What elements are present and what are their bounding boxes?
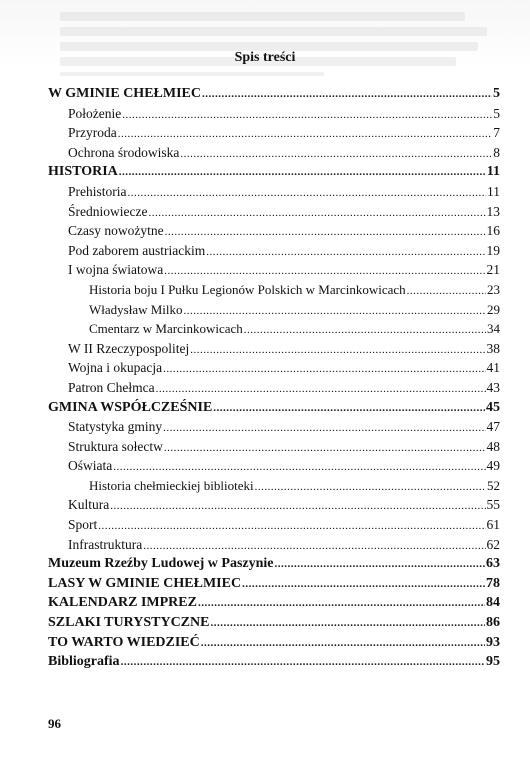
toc-entry-page: 62 — [486, 536, 500, 552]
toc-subsection-entry — [48, 456, 500, 476]
page-number: 96 — [48, 716, 61, 731]
dot-leader — [180, 145, 492, 165]
toc-subsection-entry — [48, 339, 500, 359]
toc-entry-title: TO WARTO WIEDZIEĆ — [48, 634, 200, 650]
toc-entry-page: 29 — [487, 301, 500, 317]
toc-entry-page: 86 — [486, 615, 500, 631]
toc-entry-page: 49 — [486, 458, 500, 474]
toc-entry-title: GMINA WSPÓŁCZEŚNIE — [48, 399, 213, 415]
dot-leader — [164, 439, 486, 459]
dot-leader — [242, 575, 485, 595]
toc-entry-title: Muzeum Rzeźby Ludowej w Paszynie — [48, 556, 274, 572]
toc-entry-page: 55 — [486, 497, 500, 513]
toc-entry-title: Czasy nowożytne — [68, 223, 164, 239]
dot-leader — [275, 555, 485, 575]
toc-entry-page: 21 — [486, 262, 500, 278]
toc-entry-page: 38 — [486, 340, 500, 356]
toc-entry-page: 16 — [486, 223, 500, 239]
dot-leader — [163, 360, 485, 380]
toc-section-entry — [48, 593, 500, 613]
toc-entry-title: Historia chełmieckiej biblioteki — [89, 477, 254, 493]
toc-entry-page: 45 — [486, 399, 500, 415]
toc-entry-page: 8 — [493, 144, 500, 160]
toc-entry-title: Kultura — [68, 497, 110, 513]
toc-subsection-entry — [48, 515, 500, 535]
dot-leader — [213, 399, 485, 419]
dot-leader — [165, 223, 486, 243]
toc-entry-page: 52 — [487, 477, 500, 493]
toc-subsubsection-entry — [48, 300, 500, 320]
toc-subsection-entry — [48, 495, 500, 515]
toc-subsection-entry — [48, 241, 500, 261]
toc-subsection-entry — [48, 417, 500, 437]
toc-entry-title: LASY W GMINIE CHEŁMIEC — [48, 575, 242, 591]
dot-leader — [206, 243, 485, 263]
toc-subsubsection-entry — [48, 319, 500, 339]
toc-entry-title: HISTORIA — [48, 164, 118, 180]
toc-entry-page: 11 — [487, 183, 500, 199]
toc-entry-title: Przyroda — [68, 125, 117, 141]
dot-leader — [210, 614, 485, 634]
toc-section-entry — [48, 162, 500, 182]
dot-leader — [128, 184, 487, 204]
toc-entry-title: W GMINIE CHEŁMIEC — [48, 86, 201, 101]
dot-leader — [201, 634, 485, 654]
dot-leader — [121, 653, 485, 673]
dot-leader — [163, 419, 485, 439]
toc-entry-title: Wojna i okupacja — [68, 360, 163, 376]
toc-entry-title: SZLAKI TURYSTYCZNE — [48, 615, 210, 631]
dot-leader — [98, 517, 485, 537]
toc-entry-page: 47 — [486, 419, 500, 435]
toc-subsection-entry — [48, 260, 500, 280]
toc-subsubsection-entry — [48, 476, 500, 496]
toc-section-entry — [48, 574, 500, 594]
toc-entry-title: Cmentarz w Marcinkowicach — [89, 321, 243, 337]
toc-entry-title: Oświata — [68, 458, 113, 474]
toc-entry-title: Sport — [68, 517, 98, 533]
toc-entry-title: Statystyka gminy — [68, 419, 163, 435]
toc-subsection-entry — [48, 378, 500, 398]
page-title: Spis treści — [234, 50, 296, 65]
dot-leader — [255, 478, 486, 498]
toc-subsection-entry — [48, 123, 500, 143]
dot-leader — [122, 106, 492, 126]
toc-entry-page: 13 — [486, 203, 500, 219]
dot-leader — [198, 594, 485, 614]
toc-section-entry — [48, 398, 500, 418]
toc-subsection-entry — [48, 358, 500, 378]
toc-entry-title: Średniowiecze — [68, 203, 148, 219]
toc-entry-page: 93 — [486, 634, 500, 650]
toc-entry-page: 41 — [486, 360, 500, 376]
toc-entry-title: I wojna światowa — [68, 262, 164, 278]
toc-entry-page: 34 — [487, 321, 500, 337]
toc-entry-title: Patron Chełmca — [68, 379, 155, 395]
toc-entry-page: 43 — [486, 379, 500, 395]
toc-section-entry — [48, 633, 500, 653]
toc-entry-title: Historia boju I Pułku Legionów Polskich w Marcinkowicach — [89, 281, 406, 297]
dot-leader — [190, 341, 485, 361]
toc-entry-page: 7 — [493, 125, 500, 141]
toc-section-entry — [48, 613, 500, 633]
toc-subsection-entry — [48, 182, 500, 202]
toc-subsection-entry — [48, 221, 500, 241]
dot-leader — [244, 321, 486, 341]
toc-entry-page: 84 — [486, 595, 500, 611]
toc-subsection-entry — [48, 143, 500, 163]
toc-entry-page: 19 — [486, 242, 500, 258]
toc-subsection-entry — [48, 437, 500, 457]
toc-subsection-entry — [48, 104, 500, 124]
dot-leader — [407, 282, 486, 302]
toc-entry-title: Położenie — [68, 105, 122, 121]
toc-entry-page: 5 — [493, 86, 500, 101]
dot-leader — [119, 163, 486, 183]
toc-entry-page: 61 — [486, 517, 500, 533]
table-of-contents — [48, 84, 500, 672]
toc-entry-page: 95 — [486, 654, 500, 670]
toc-entry-page: 63 — [486, 556, 500, 572]
toc-entry-title: W II Rzeczypospolitej — [68, 340, 190, 356]
toc-entry-title: Struktura sołectw — [68, 438, 163, 454]
toc-entry-title: Prehistoria — [68, 183, 127, 199]
toc-section-entry — [48, 84, 500, 104]
toc-entry-page: 78 — [486, 575, 500, 591]
toc-subsection-entry — [48, 535, 500, 555]
toc-entry-page: 11 — [486, 164, 500, 180]
toc-subsubsection-entry — [48, 280, 500, 300]
toc-entry-title: KALENDARZ IMPREZ — [48, 595, 197, 611]
toc-entry-title: Infrastruktura — [68, 536, 143, 552]
toc-entry-page: 23 — [487, 281, 500, 297]
toc-section-entry — [48, 652, 500, 672]
toc-section-entry — [48, 554, 500, 574]
dot-leader — [202, 85, 492, 105]
toc-entry-page: 48 — [486, 438, 500, 454]
toc-entry-title: Pod zaborem austriackim — [68, 242, 206, 258]
dot-leader — [148, 204, 485, 224]
toc-entry-page: 5 — [493, 105, 500, 121]
toc-entry-title: Władysław Milko — [89, 301, 183, 317]
toc-entry-title: Bibliografia — [48, 654, 120, 670]
dot-leader — [110, 497, 485, 517]
toc-entry-title: Ochrona środowiska — [68, 144, 180, 160]
toc-subsection-entry — [48, 202, 500, 222]
